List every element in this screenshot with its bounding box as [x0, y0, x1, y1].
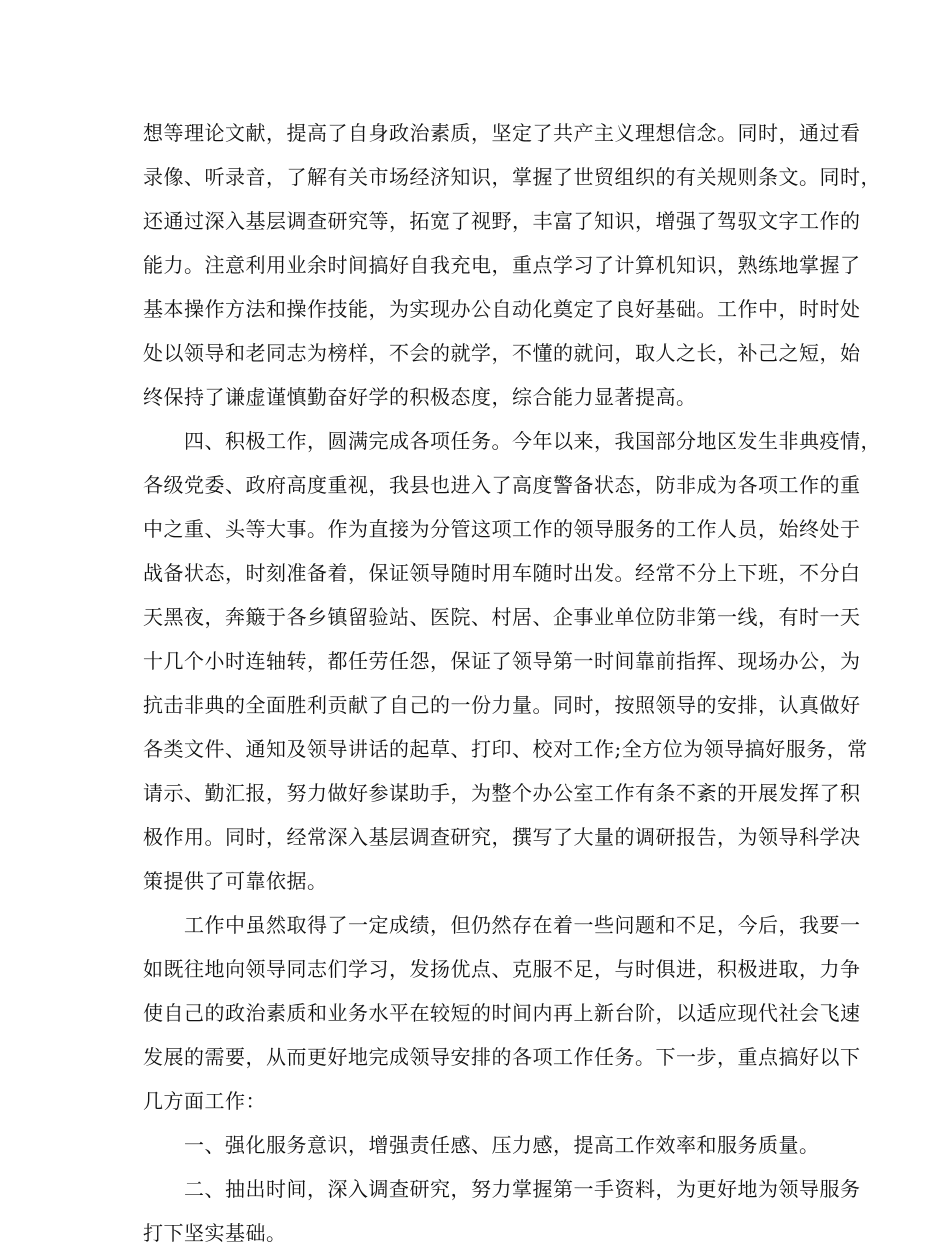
text-line: 想等理论文献，提高了自身政治素质，坚定了共产主义理想信念。同时，通过看 [143, 121, 861, 145]
text-line: 极作用。同时，经常深入基层调查研究，撰写了大量的调研报告，为领导科学决 [143, 825, 861, 849]
text-line: 一、强化服务意识，增强责任感、压力感，提高工作效率和服务质量。 [143, 1133, 820, 1157]
text-line: 各类文件、通知及领导讲话的起草、打印、校对工作;全方位为领导搞好服务，常 [143, 737, 868, 761]
text-line: 二、抽出时间，深入调查研究，努力掌握第一手资料，为更好地为领导服务 [143, 1177, 861, 1201]
text-line: 抗击非典的全面胜利贡献了自己的一份力量。同时，按照领导的安排，认真做好 [143, 693, 861, 717]
text-line: 使自己的政治素质和业务水平在较短的时间内再上新台阶，以适应现代社会飞速 [143, 1001, 861, 1025]
text-line: 请示、勤汇报，努力做好参谋助手，为整个办公室工作有条不紊的开展发挥了积 [143, 781, 861, 805]
text-line: 如既往地向领导同志们学习，发扬优点、克服不足，与时俱进，积极进取，力争 [143, 957, 861, 981]
text-line: 处以领导和老同志为榜样，不会的就学，不懂的就问，取人之长，补己之短，始 [143, 341, 861, 365]
text-line: 四、积极工作，圆满完成各项任务。今年以来，我国部分地区发生非典疫情， [143, 429, 881, 453]
text-line: 工作中虽然取得了一定成绩，但仍然存在着一些问题和不足，今后，我要一 [143, 913, 861, 937]
text-line: 策提供了可靠依据。 [143, 869, 328, 893]
text-line: 打下坚实基础。 [143, 1221, 287, 1245]
text-line: 十几个小时连轴转，都任劳任怨，保证了领导第一时间靠前指挥、现场办公，为 [143, 649, 861, 673]
text-line: 中之重、头等大事。作为直接为分管这项工作的领导服务的工作人员，始终处于 [143, 517, 861, 541]
text-line: 战备状态，时刻准备着，保证领导随时用车随时出发。经常不分上下班，不分白 [143, 561, 861, 585]
text-line: 基本操作方法和操作技能，为实现办公自动化奠定了良好基础。工作中，时时处 [143, 297, 861, 321]
text-line: 终保持了谦虚谨慎勤奋好学的积极态度，综合能力显著提高。 [143, 385, 697, 409]
text-line: 录像、听录音，了解有关市场经济知识，掌握了世贸组织的有关规则条文。同时， [143, 165, 881, 189]
text-line: 天黑夜，奔簸于各乡镇留验站、医院、村居、企事业单位防非第一线，有时一天 [143, 605, 861, 629]
text-line: 还通过深入基层调查研究等，拓宽了视野，丰富了知识，增强了驾驭文字工作的 [143, 209, 861, 233]
document-body [143, 116, 881, 1251]
text-line: 能力。注意利用业余时间搞好自我充电，重点学习了计算机知识，熟练地掌握了 [143, 253, 861, 277]
text-line: 发展的需要，从而更好地完成领导安排的各项工作任务。下一步，重点搞好以下 [143, 1045, 861, 1069]
text-line: 几方面工作： [143, 1089, 266, 1113]
text-line: 各级党委、政府高度重视，我县也进入了高度警备状态，防非成为各项工作的重 [143, 473, 861, 497]
